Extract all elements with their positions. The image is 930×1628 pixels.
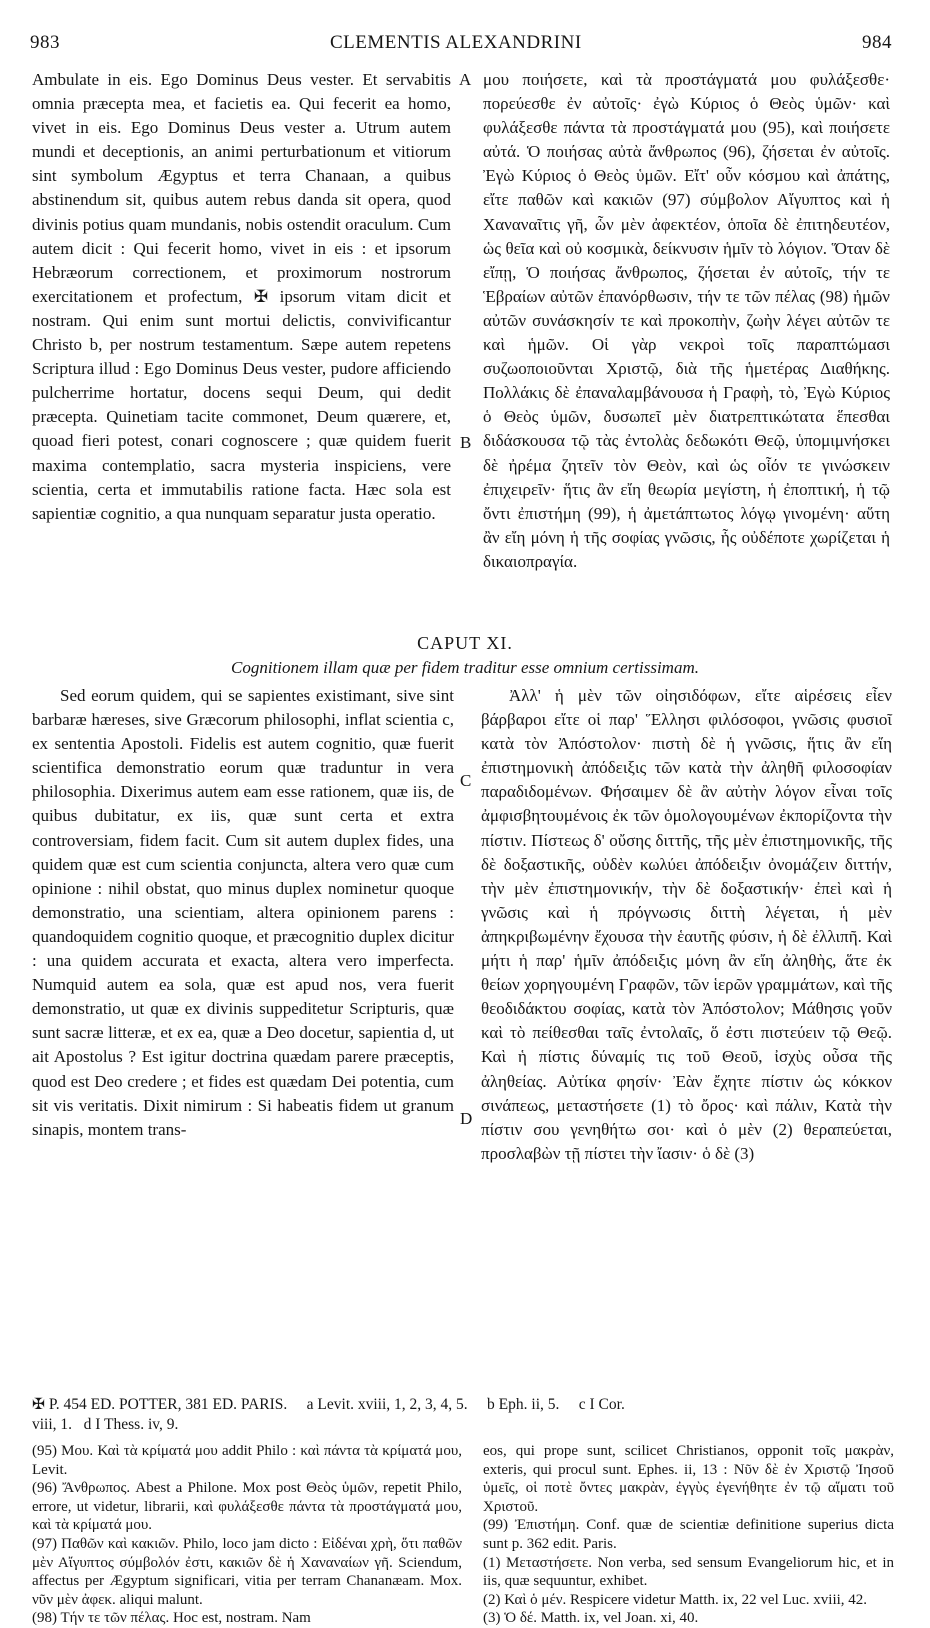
scripture-references [32,1395,894,1435]
footnote: (3) Ὁ δέ. Matth. ix, vel Joan. xi, 40. [483,1610,699,1627]
reference-d: d I Thess. iv, 9. [83,1416,179,1433]
running-title: CLEMENTIS ALEXANDRINI [330,32,582,53]
footnote: (2) Καὶ ὁ μέν. Respicere videtur Matth. ix, 22 vel Luc. xviii, 42. [483,1591,868,1608]
reference-c-continued: viii, 1. [32,1416,73,1433]
latin-column-bottom [32,684,454,1142]
margin-letter-b: B [460,433,472,452]
margin-letter-a: A [459,70,472,89]
chapter-subtitle: Cognitionem illam quæ per fidem traditur esse omnium certissimam. [231,658,699,677]
greek-text-bottom: Ἀλλ' ἡ μὲν τῶν οἰησιδόφων, εἴτε αἱρέσεις εἶεν βάρβαροι εἴτε οἱ παρ' Ἕλλησι φιλόσοφοι, γνῶσις φυσιοῖ κατὰ τὸν Ἀπόστολον· πιστὴ δὲ ἡ γνῶσις, ἥτις ἂν εἴη ἐπιστημονικὴ ἀπόδειξις τῶν κατὰ τὴν ἀληθῆ φιλοσοφίαν παραδιδομένων. Φήσαιμεν δὲ ἂν αὐτὴν λόγον εἶναι τοῖς ἀμφισβητουμένοις ἐκ τῶν ὁμολογουμένων ἐκπορίζοντα τὴν πίστιν. Πίστεως δ' οὔσης διττῆς, τῆς μὲν ἐπιστημονικῆς, τῆς δὲ δοξαστικῆς, οὐδὲν κωλύει ἀπόδειξιν ὀνομάζειν διττήν, τὴν μὲν ἐπιστημονικήν, τὴν δὲ δοξαστικήν· ἐπεὶ καὶ ἡ γνῶσις καὶ ἡ πρόγνωσις διττὴ λέγεται, ἡ μὲν ἀπηκριβωμένην ἔχουσα τὴν ἑαυτῆς φύσιν, ἡ δὲ ἐλλιπῆ. Καὶ μήτι ἡ παρ' ἡμῖν ἀπόδειξις μόνη ἂν εἴη ἀληθὴς, ἅτε ἐκ θείων χορηγουμένη Γραφῶν, τῶν ἱερῶν γραμμάτων, καὶ τῆς θεοδιδάκτου σοφίας, κατὰ τὸν Ἀπόστολον; Μάθησις γοῦν καὶ τὸ πείθεσθαι ταῖς ἐντολαῖς, ὅ ἐστι πιστεύειν τῷ Θεῷ. Καὶ ἡ πίστις δύναμίς τις τοῦ Θεοῦ, ἰσχὺς οὖσα τῆς ἀληθείας. Αὐτίκα φησίν· Ἐὰν ἔχητε πίστιν ὡς κόκκον σινάπεως, μεταστήσετε (1) τὸ ὄρος· καὶ πάλιν, Κατὰ τὴν πίστιν σου γενηθήτω σοι· καὶ ὁ μὲν (2) θεραπεύεται, προσλαβὼν τῇ πίστει τὴν ἴασιν· ὁ δὲ (3) [481,686,892,1163]
footnote: eos, qui prope sunt, scilicet Christianos, opponit τοῖς μακρὰν, exteris, qui procul sunt. Ephes. ii, 13 : Νῦν δὲ ἐν Χριστῷ Ἰησοῦ ὑμεῖς, οἱ ποτὲ ὄντες μακρὰν, ἐγγὺς ἐγενήθητε ἐν τῷ αἵματι τοῦ Χριστοῦ. [483,1443,894,1515]
reference-b: b Eph. ii, 5. [487,1396,560,1413]
chapter-title: CAPUT XI. [417,633,513,653]
footnotes-right [483,1442,894,1628]
footnote: (1) Μεταστήσετε. Non verba, sed sensum Evangeliorum hic, et in iis, quæ sequuntur, exhibet. [483,1554,894,1590]
running-header [30,32,892,56]
right-page-number: 984 [862,32,892,53]
reference-a: a Levit. xviii, 1, 2, 3, 4, 5. [306,1396,468,1413]
footnote: (99) Ἐπιστήμη. Conf. quæ de scientiæ definitione superius dicta sunt p. 362 edit. Paris. [483,1517,894,1552]
reference-c: c I Cor. [578,1396,625,1413]
footnote: (95) Μου. Καὶ τὰ κρίματά μου addit Philo : καὶ πάντα τὰ κρίματά μου, Levit. [32,1443,462,1478]
greek-column-bottom [481,684,892,1166]
left-page-number: 983 [30,32,60,53]
footnote: (97) Παθῶν καὶ κακιῶν. Philo, loco jam dicto : Εἰδέναι χρὴ, ὅτι παθῶν μὲν Αἴγυπτος σύμβολόν ἐστι, κακιῶν δὲ ἡ Χαναναίων γῆ. Sciendum, affectus per Ægyptum significari, vitia per terram Chananæam. Mox. νῦν μὲν ἀφεκ. aliqui malunt. [32,1535,462,1608]
latin-text-top: Ambulate in eis. Ego Dominus Deus vester. Et servabitis omnia præcepta mea, et facietis ea. Qui fecerit ea homo, vivet in eis. Ego Dominus Deus vester a. Utrum autem mundi et deceptionis, an animi perturbationum et vitiorum sint symbolum Ægyptus et terra Chanaan, a quibus abstinendum sit, quibus autem rebus danda sit opera, quod divinis potius quam mundanis, nobis ostendit oraculum. Cum autem dicit : Qui fecerit homo, vivet in eis : et ipsorum Hebræorum correctionem, et proximorum nostrorum exercitationem et profectum, ✠ ipsorum vitam dicit et nostram. Qui enim sunt mortui delictis, convivificantur Christo b, per nostrum testamentum. Sæpe autem repetens Scriptura illud : Ego Dominus Deus vester, pudore afficiendo pulcherrime hortatur, docens sequi Deum, qui dedit præcepta. Quinetiam tacite commonet, Deum quærere, et, quoad fieri potest, conari cognoscere ; quæ quidem fuerit maxima contemplatio, sacra mysteria inspiciens, vere scientia, certa et immutabilis ratione facta. Hæc sola est sapientiæ cognitio, a qua nunquam separatur justa operatio. [32,70,451,523]
margin-letter-d: D [460,1109,473,1128]
edition-reference: ✠ P. 454 ED. POTTER, 381 ED. PARIS. [32,1396,288,1413]
footnotes-left [32,1442,462,1628]
greek-column-top [483,68,890,574]
latin-column-top [32,68,451,526]
latin-text-bottom: Sed eorum quidem, qui se sapientes existimant, sive sint barbaræ hæreses, sive Græcorum philosophi, inflat scientia c, ex sententia Apostoli. Fidelis est autem cognitio, quæ fuerit scientifica demonstratio eorum quæ traduntur in vera philosophia. Dixerimus autem eam esse rationem, quæ iis, de quibus dubitatur, ex iis, quæ sunt certa et extra controversiam, fidem facit. Cum sit autem duplex fides, una quidem quæ est cum scientia conjuncta, altera vero quæ cum opinione : nihil obstat, quo minus duplex nominetur quoque demonstratio, una scientiam, altera opinionem parens : quandoquidem cognitio quoque, et præcognitio duplex dicitur : una quidem accurata et exacta, altera vero imperfecta. Numquid autem ea sola, quæ est apud nos, vera fuerit demonstratio, ut quæ ex divinis suppeditetur Scripturis, quæ sunt sacræ litteræ, et ex ea, quæ a Deo docetur, sapientia d, ut ait Apostolus ? Est igitur doctrina quædam parere præceptis, quod est Deo credere ; et fides est quædam Dei potentia, cum sit vis veritatis. Dixit nimirum : Si habeatis fidem ut granum sinapis, montem trans- [32,686,454,1139]
greek-text-top: μου ποιήσετε, καὶ τὰ προστάγματά μου φυλάξεσθε· πορεύεσθε ἐν αὐτοῖς· ἐγὼ Κύριος ὁ Θεὸς ὑμῶν· καὶ φυλάξεσθε πάντα τὰ προστάγματά μου (95), καὶ ποιήσετε αὐτά. Ὁ ποιήσας αὐτὰ ἄνθρωπος (96), ζήσεται ἐν αὐτοῖς. Ἐγὼ Κύριος ὁ Θεὸς ὑμῶν. Εἴτ' οὖν κόσμου καὶ ἀπάτης, εἴτε παθῶν καὶ κακιῶν (97) σύμβολον Αἴγυπτος καὶ ἡ Χαναναῖτις γῆ, ὧν μὲν ἀφεκτέον, ὁποῖα δὲ ἐπιτηδευτέον, ὡς θεῖα καὶ οὐ κοσμικὰ, δείκνυσιν ἡμῖν τὸ λόγιον. Ὅταν δὲ εἴπῃ, Ὁ ποιήσας ἄνθρωπος, ζήσεται ἐν αὐτοῖς, τήν τε Ἑβραίων αὐτῶν ἐπανόρθωσιν, τήν τε τῶν πέλας (98) ἡμῶν αὐτῶν συνάσκησίν τε καὶ προκοπὴν, ζωὴν λέγει αὐτῶν τε καὶ ἡμῶν. Οἱ γὰρ νεκροὶ τοῖς παραπτώμασι συζωοποιοῦνται Χριστῷ, διὰ τῆς ἡμετέρας Διαθήκης. Πολλάκις δὲ ἐπαναλαμβάνουσα ἡ Γραφὴ, τὸ, Ἐγὼ Κύριος ὁ Θεὸς ὑμῶν, δυσωπεῖ μὲν διατρεπτικώτατα ἕπεσθαι διδάσκουσα τῷ τὰς ἐντολὰς δεδωκότι Θεῷ, ὑπομιμνήσκει δὲ ἠρέμα ζητεῖν τὸν Θεὸν, καὶ ὡς οἷόν τε γινώσκειν ἐπιχειρεῖν· ἥτις ἂν εἴη θεωρία μεγίστη, ἡ ἐποπτική, ἡ τῷ ὄντι ἐπιστήμη (99), ἡ ἀμετάπτωτος λόγῳ γινομένη· αὕτη ἂν εἴη μόνη ἡ τῆς σοφίας γνῶσις, ἧς οὐδέποτε χωρίζεται ἡ δικαιοπραγία. [483,70,890,571]
footnote: (98) Τήν τε τῶν πέλας. Hoc est, nostram. Nam [32,1610,311,1627]
margin-letter-c: C [460,771,472,790]
footnote: (96) Ἄνθρωπος. Abest a Philone. Mox post Θεὸς ὑμῶν, repetit Philo, errore, ut videtur, librarii, καὶ φυλάξεσθε πάντα τὰ προστάγματά μου, καὶ τὰ κρίματά μου. [32,1480,462,1534]
